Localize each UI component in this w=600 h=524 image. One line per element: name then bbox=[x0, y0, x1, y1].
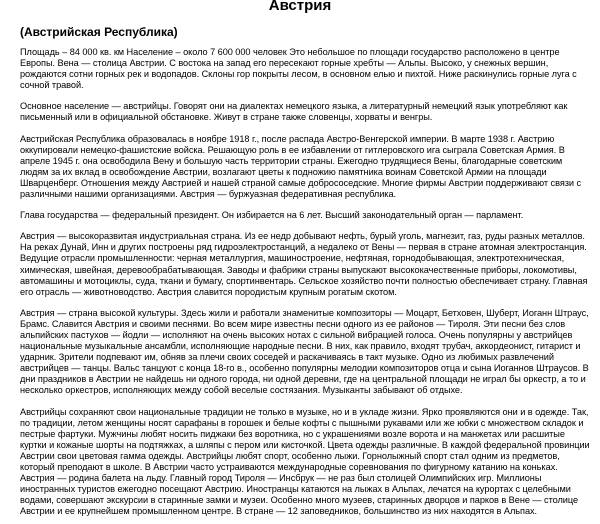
page-title: Австрия bbox=[268, 0, 332, 14]
paragraph-government: Глава государства — федеральный президент. Он избирается на 6 лет. Высший законодательный орган — парламент. bbox=[20, 210, 524, 221]
page-subtitle: (Австрийская Республика) bbox=[20, 25, 178, 39]
article-body bbox=[20, 47, 592, 524]
paragraph-culture-music: Австрия — страна высокой культуры. Здесь жили и работали знаменитые композиторы — Моцарт, Бетховен, Шуберт, Иоганн Штраус, Брамс. Славится Австрия и своими песнями. Во всем мире известны песни одного из ее районов — Тироля. Эти песни без слов альпийских пастухов — йодли — исполняют на очень высоких нотах с сильной вибрацией голоса. Очень популярны у австрийцев национальные музыкальные ансамбли, исполняющие народные песни. В них, как правило, входят трубач, аккордеонист, гитарист и ударник. Зрители подпевают им, обняв за плечи своих соседей и раскачиваясь в такт музыке. Одно из любимых развлечений австрийцев — танцы. Вальс танцуют с конца 18-го в., особенно популярны мелодии композиторов отца и сына Иоганнов Штраусов. В дни праздников в Австрии не найдешь ни одного города, ни одной деревни, где на центральной площади не играл бы оркестр, а то и несколько оркестров, исполняющих между собой веселые состязания. Музыканты забывают об отдыхе. bbox=[20, 307, 589, 396]
paragraph-area-population: Площадь – 84 000 кв. км Население – около 7 600 000 человек Это небольшое по площади государство расположено в центре Европы. Вена — столица Австрии. С востока на запад его пересекают горные хребты — Альпы. Высоко, у снежных вершин, рождаются сотни горных рек и водопадов. Склоны гор покрыты лесом, в основном елью и пихтой. Ниже раскинулись горные луга с сочной травой. bbox=[20, 47, 577, 91]
paragraph-history: Австрийская Республика образовалась в ноябре 1918 г., после распада Австро-Венгерской империи. В марте 1938 г. Австрию оккупировали немецко-фашистские войска. Решающую роль в ее избавлении от гитлеровского ига сыграла Советская Армия. В апреле 1945 г. она освободила Вену и большую часть территории страны. Ежегодно трудящиеся Вены, благодарные советским людям за их вклад в освобождение Австрии, возлагают цветы к подножию памятника воинам Советской Армии на площади Шварценберг. Отношения между Австрией и нашей страной самые добрососедские. Многие фирмы Австрии поддерживают связи с различными нашими организациями. Австрия — буржуазная федеративная республика. bbox=[20, 133, 582, 200]
paragraph-traditions-sport: Австрийцы сохраняют свои национальные традиции не только в музыке, но и в укладе жизни. Ярко проявляются они и в одежде. Так, по традиции, летом женщины носят сарафаны в горошек и белые кофты с пышными рукавами или же юбки с множеством складок и пестрые фартуки. Мужчины любят носить пиджаки без воротника, но с украшениями возле ворота и на манжетах или расшитые куртки и кожаные шорты на подтяжках, а шляпы с пером или кисточкой. Цвета одежды различные. В каждой федеральной провинции Австрии свои цветовая гамма одежды. Австрийцы любят спорт, особенно лыжи. Горнолыжный спорт стал одним из предметов, который преподают в школе. В Австрии часто устраиваются международные соревнования по фигурному катанию на коньках. Австрия — родина балета на льду. Главный город Тироля — Инсбрук — не раз был столицей Олимпийских игр. Миллионы иностранных туристов ежегодно посещают Австрию. Иностранцы катаются на лыжах в Альпах, лечатся на курортах с целебными водами, совершают экскурсии в старинные замки и музеи. Особенно много музеев, старинных дворцов и парков в Вене — столице Австрии и ее крупнейшем промышленном центре. В стране — 12 заповедников, большинство из них находятся в Альпах. bbox=[20, 406, 590, 517]
paragraph-industry: Австрия — высокоразвитая индустриальная страна. Из ее недр добывают нефть, бурый уголь, магнезит, газ, руды разных металлов. На реках Дунай, Инн и других построены ряд гидроэлектростанций, а недалеко от Вены — первая в стране атомная электростанция. Ведущие отрасли промышленности: черная металлургия, машиностроение, нефтяная, горнодобывающая, электротехническая, химическая, швейная, деревообрабатывающая. Заводы и фабрики страны выпускают высококачественные приборы, локомотивы, автомашины и мотоциклы, суда, ткани и бумагу, спортинвентарь. Сельское хозяйство почти полностью обеспечивает страну. Главная его отрасль — животноводство. Австрия славится породистым крупным рогатым скотом. bbox=[20, 231, 588, 297]
paragraph-population-language: Основное население — австрийцы. Говорят они на диалектах немецкого языка, а литературный немецкий язык употребляют как письменный или в официальной обстановке. Живут в стране также словенцы, хорваты и венгры. bbox=[20, 101, 568, 123]
